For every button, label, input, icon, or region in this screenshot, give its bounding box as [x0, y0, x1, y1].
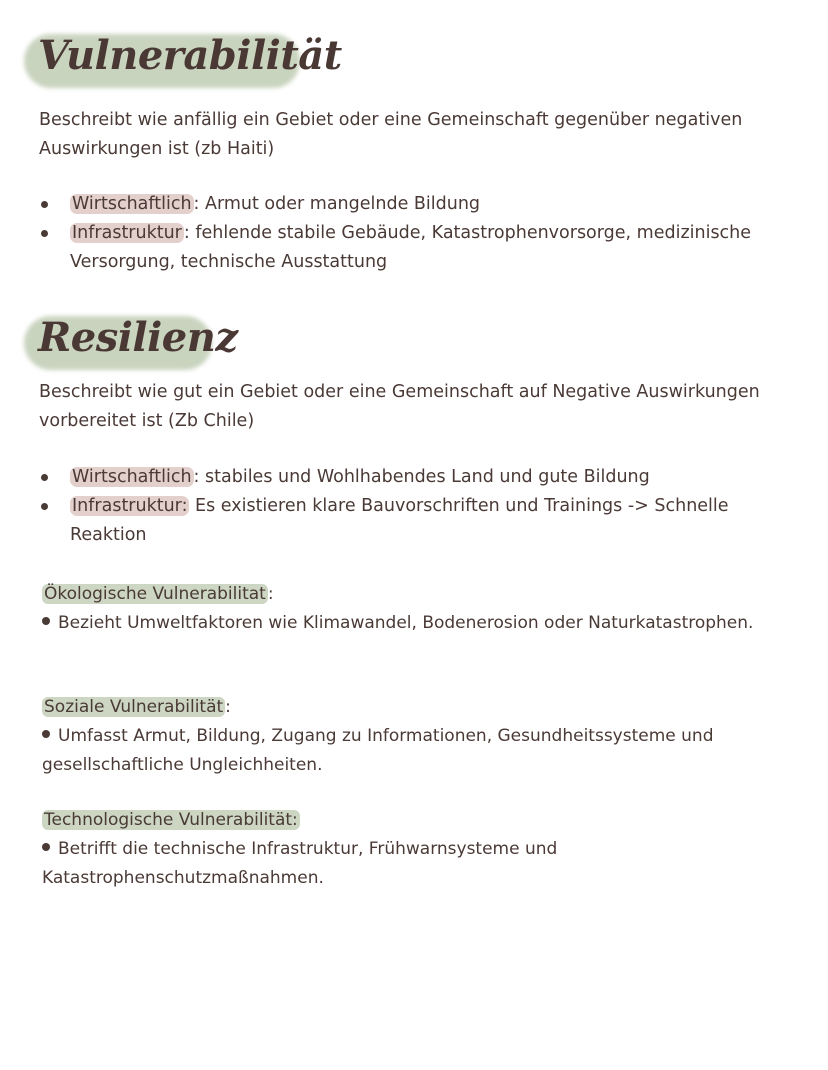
- subtopic-heading-row: [42, 806, 802, 835]
- subtopic-heading-suffix: :: [225, 697, 231, 717]
- list-item: [39, 492, 799, 550]
- term-highlight: Infrastruktur:: [72, 496, 188, 516]
- list-item-text: fehlende stabile Gebäude, Katastrophenvorsorge, medizinische Versorgung, technische Ausstattung: [70, 223, 752, 272]
- section-title-vulnerabilitaet: [30, 32, 342, 79]
- bullet-icon: [42, 843, 50, 851]
- section-title-text: Resilienz: [38, 314, 238, 361]
- subtopic-heading: Ökologische Vulnerabilitat: [44, 584, 266, 604]
- section-description: Beschreibt wie anfällig ein Gebiet oder eine Gemeinschaft gegenüber negativen Auswirkungen ist (zb Haiti): [39, 110, 743, 159]
- term-separator: :: [193, 194, 200, 214]
- term-separator: :: [193, 467, 200, 487]
- subtopic-text: Umfasst Armut, Bildung, Zugang zu Informationen, Gesundheitssysteme und gesellschaftliche Ungleichheiten.: [42, 726, 714, 775]
- subtopic-heading-row: [42, 693, 802, 722]
- term-separator: :: [183, 223, 190, 243]
- section-description: Beschreibt wie gut ein Gebiet oder eine Gemeinschaft auf Negative Auswirkungen vorbereitet ist (Zb Chile): [39, 382, 760, 431]
- bullet-icon: [41, 474, 48, 481]
- list-item: [39, 463, 799, 492]
- bullet-icon: [42, 730, 50, 738]
- subtopic-heading-suffix: :: [267, 584, 274, 604]
- subtopic-heading: Soziale Vulnerabilität: [44, 697, 224, 717]
- section-title-resilienz: [30, 314, 238, 361]
- subtopic-technologisch: [42, 806, 802, 893]
- term-highlight: Wirtschaftlich: [72, 194, 192, 214]
- bullet-icon: [41, 503, 48, 510]
- bullet-icon: [41, 201, 48, 208]
- list-item: [39, 219, 799, 277]
- subtopic-text: Betrifft die technische Infrastruktur, Frühwarnsysteme und Katastrophenschutzmaßnahmen.: [42, 839, 558, 888]
- list-item-text: Es existieren klare Bauvorschriften und Trainings -> Schnelle Reaktion: [70, 496, 729, 545]
- subtopic-sozial: [42, 693, 802, 780]
- section-title-text: Vulnerabilität: [38, 32, 342, 79]
- subtopic-heading: Technologische Vulnerabilität:: [44, 810, 298, 830]
- term-highlight: Infrastruktur: [72, 223, 182, 243]
- bullet-list: [39, 463, 799, 550]
- subtopic-text-row: [42, 722, 802, 780]
- bullet-icon: [42, 617, 50, 625]
- term-highlight: Wirtschaftlich: [72, 467, 192, 487]
- bullet-list: [39, 190, 799, 277]
- subtopic-oekologisch: [42, 580, 802, 638]
- subtopic-text-row: [42, 609, 802, 638]
- list-item: [39, 190, 799, 219]
- subtopic-text: Bezieht Umweltfaktoren wie Klimawandel, Bodenerosion oder Naturkatastrophen.: [58, 613, 754, 633]
- list-item-text: stabiles und Wohlhabendes Land und gute Bildung: [199, 467, 650, 487]
- list-item-text: Armut oder mangelnde Bildung: [199, 194, 481, 214]
- bullet-icon: [41, 230, 48, 237]
- subtopic-text-row: [42, 835, 802, 893]
- subtopic-heading-row: [42, 580, 802, 609]
